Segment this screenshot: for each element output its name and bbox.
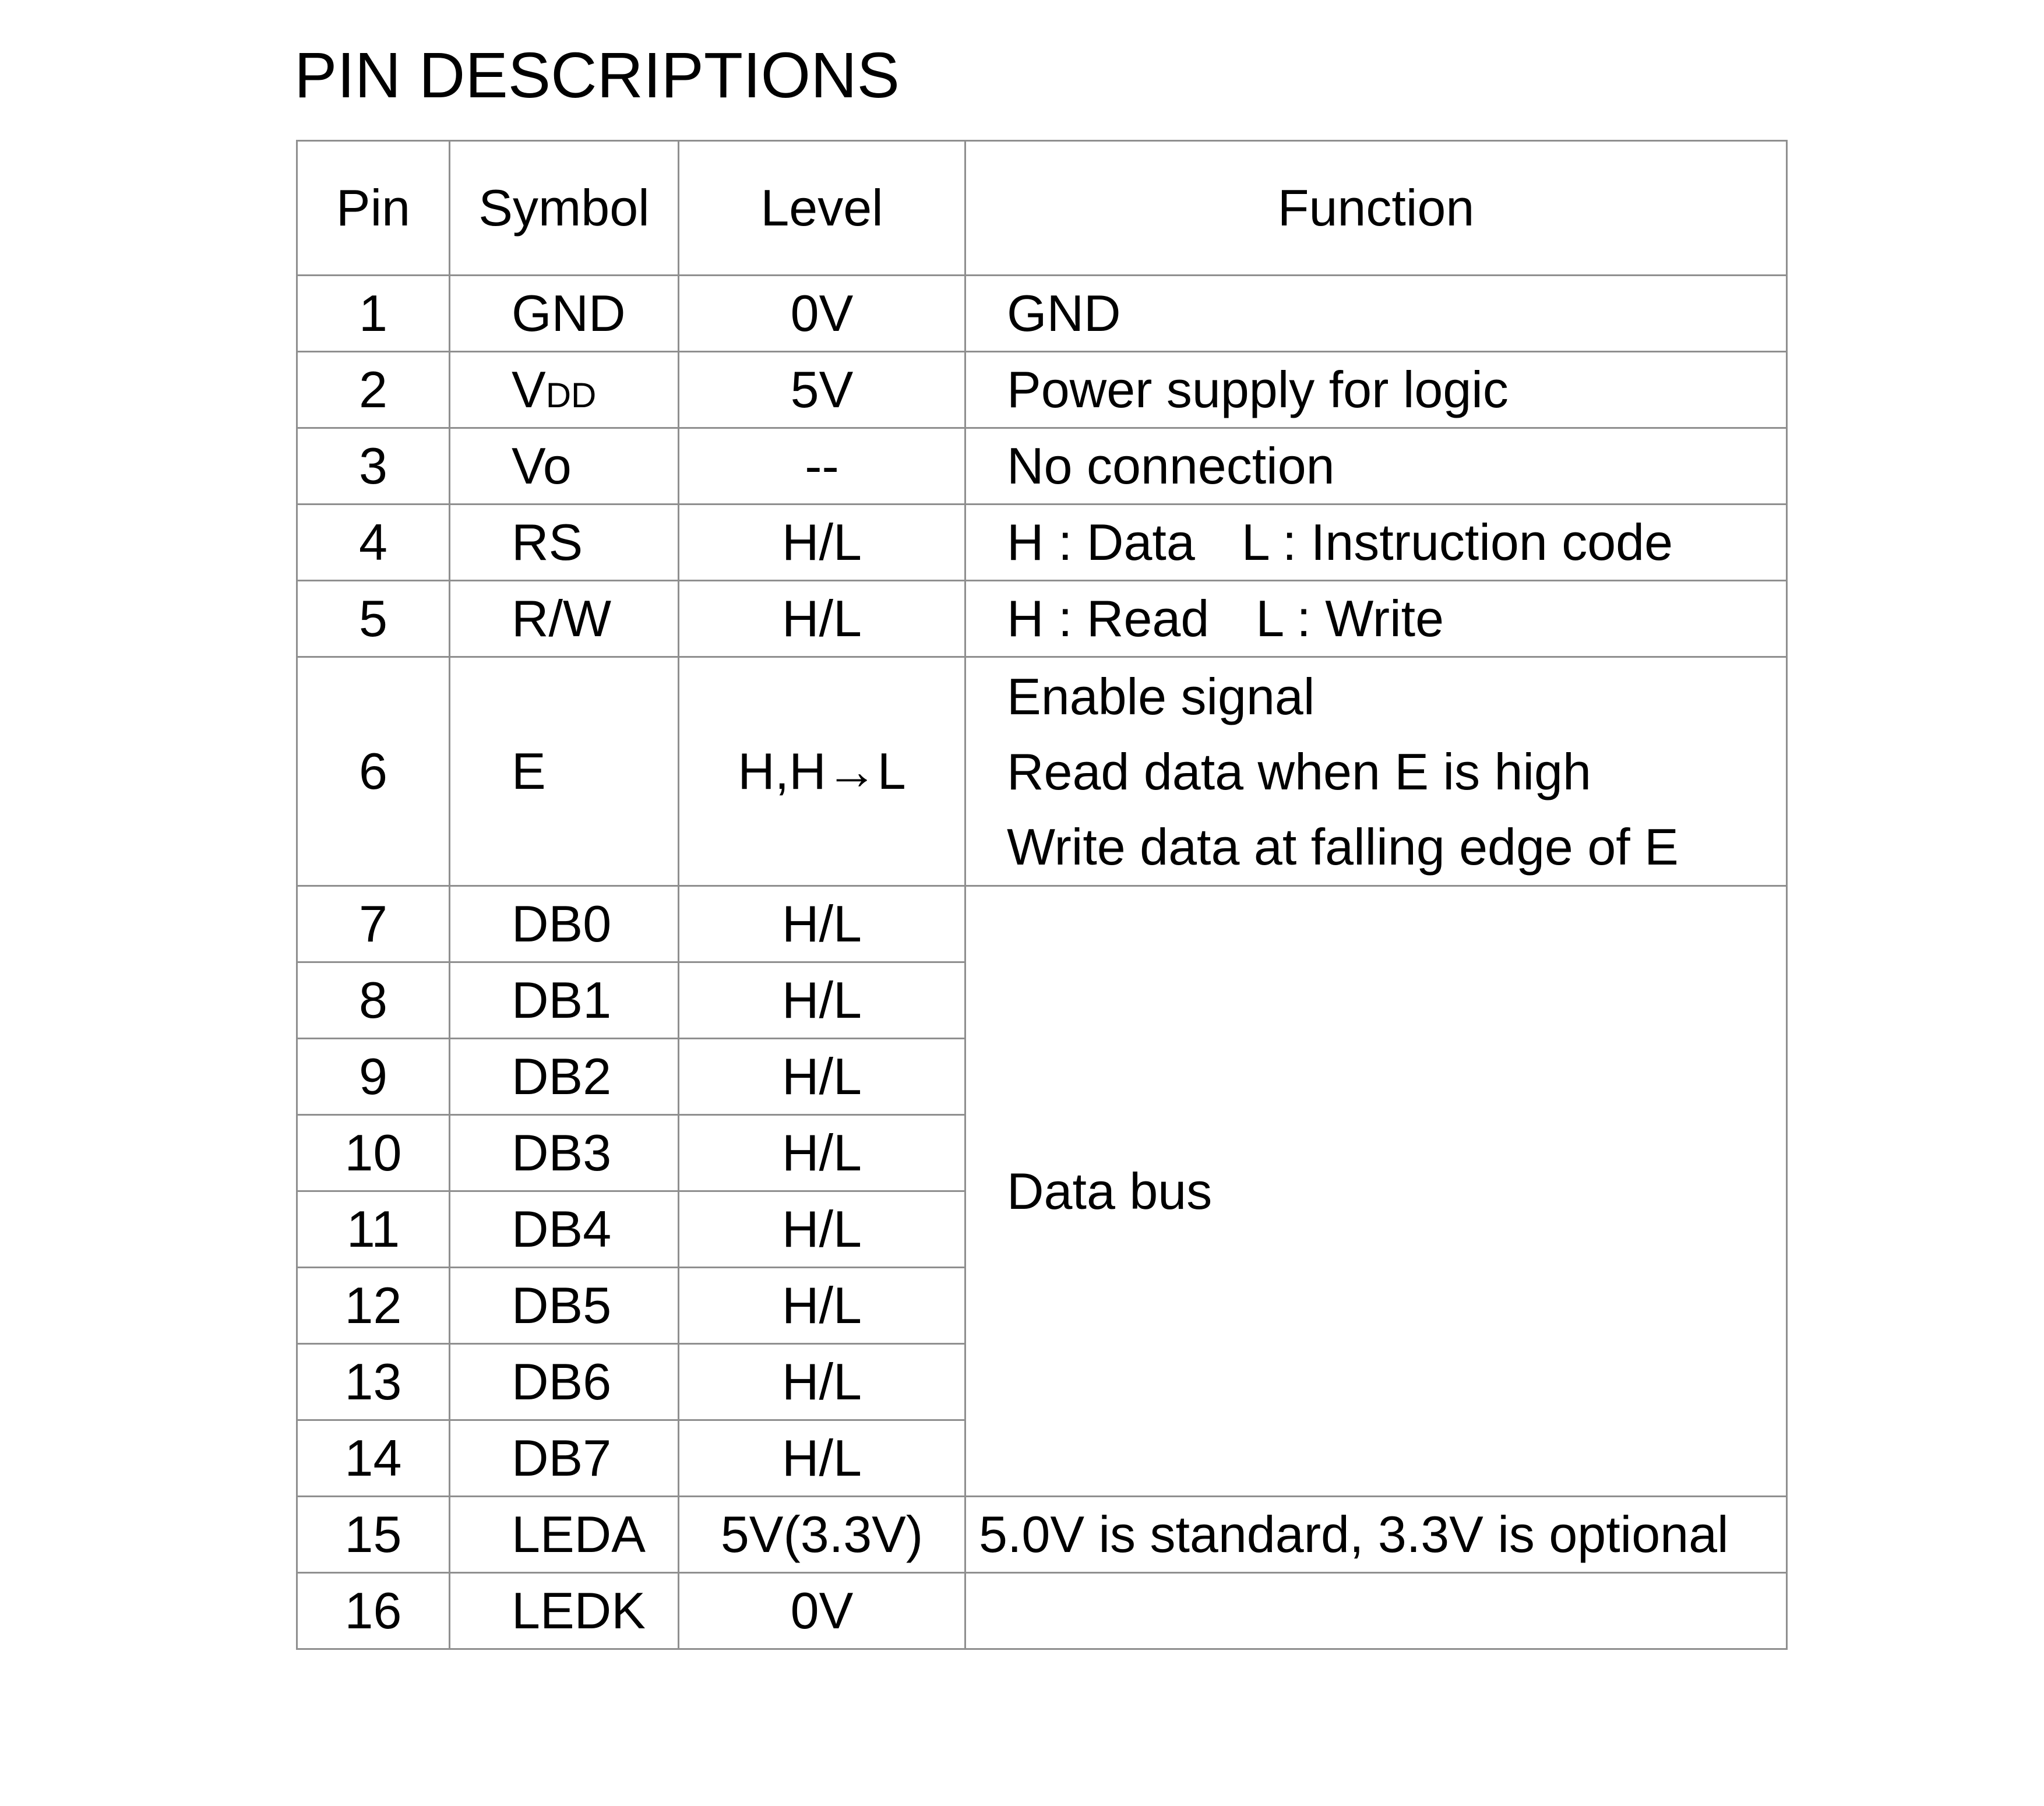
- pin-number: 16: [297, 1573, 450, 1649]
- table-row: [297, 657, 1787, 886]
- pin-number: 11: [297, 1191, 450, 1268]
- pin-number: 3: [297, 428, 450, 505]
- pin-symbol: E: [450, 657, 679, 886]
- pin-function-line: Read data when E is high: [1007, 742, 1591, 800]
- pin-number: 1: [297, 276, 450, 352]
- pin-symbol: LEDK: [450, 1573, 679, 1649]
- pin-symbol-main: V: [512, 361, 546, 418]
- pin-level: 5V(3.3V): [679, 1497, 965, 1573]
- pin-level: H/L: [679, 1268, 965, 1344]
- pin-level: H/L: [679, 1039, 965, 1115]
- pin-symbol: DB1: [450, 962, 679, 1039]
- pin-number: 4: [297, 505, 450, 581]
- pin-description-table: [296, 140, 1788, 1650]
- pin-symbol: RS: [450, 505, 679, 581]
- table-row: [297, 352, 1787, 428]
- pin-number: 14: [297, 1420, 450, 1497]
- pin-level: H/L: [679, 886, 965, 962]
- table-row: [297, 1573, 1787, 1649]
- pin-symbol: Vo: [450, 428, 679, 505]
- pin-number: 6: [297, 657, 450, 886]
- pin-level: 5V: [679, 352, 965, 428]
- column-header-function: Function: [965, 141, 1787, 276]
- pin-symbol: DB6: [450, 1344, 679, 1420]
- table-row: [297, 505, 1787, 581]
- pin-level: H/L: [679, 581, 965, 657]
- pin-number: 9: [297, 1039, 450, 1115]
- pin-level: H/L: [679, 1115, 965, 1191]
- pin-symbol: DB4: [450, 1191, 679, 1268]
- data-bus-function: Data bus: [965, 886, 1787, 1497]
- pin-function: [965, 581, 1787, 657]
- pin-symbol: LEDA: [450, 1497, 679, 1573]
- pin-function-low: L : Write: [1256, 590, 1444, 647]
- pin-function: 5.0V is standard, 3.3V is optional: [965, 1497, 1787, 1573]
- pin-number: 2: [297, 352, 450, 428]
- pin-number: 13: [297, 1344, 450, 1420]
- pin-level: H/L: [679, 505, 965, 581]
- page-title: PIN DESCRIPTIONS: [294, 40, 900, 111]
- table-row: [297, 581, 1787, 657]
- pin-symbol: DB0: [450, 886, 679, 962]
- table-header-row: [297, 141, 1787, 276]
- pin-function: [965, 1573, 1787, 1649]
- pin-symbol: [450, 352, 679, 428]
- pin-level: H/L: [679, 1420, 965, 1497]
- pin-function-line: Write data at falling edge of E: [1007, 817, 1679, 876]
- column-header-symbol: Symbol: [450, 141, 679, 276]
- pin-symbol: DB3: [450, 1115, 679, 1191]
- pin-level: --: [679, 428, 965, 505]
- pin-symbol: GND: [450, 276, 679, 352]
- pin-level: H/L: [679, 962, 965, 1039]
- pin-level: H/L: [679, 1191, 965, 1268]
- pin-symbol: DB7: [450, 1420, 679, 1497]
- column-header-pin: Pin: [297, 141, 450, 276]
- pin-level: H,H→L: [679, 657, 965, 886]
- pin-number: 15: [297, 1497, 450, 1573]
- pin-level: 0V: [679, 276, 965, 352]
- table-row: [297, 428, 1787, 505]
- pin-number: 10: [297, 1115, 450, 1191]
- column-header-level: Level: [679, 141, 965, 276]
- table-row: [297, 886, 1787, 962]
- pin-function: GND: [965, 276, 1787, 352]
- pin-function-low: L : Instruction code: [1241, 513, 1673, 571]
- pin-function: Power supply for logic: [965, 352, 1787, 428]
- table-row: [297, 1497, 1787, 1573]
- pin-level: H/L: [679, 1344, 965, 1420]
- pin-function-line: Enable signal: [1007, 667, 1315, 725]
- pin-level: 0V: [679, 1573, 965, 1649]
- pin-number: 7: [297, 886, 450, 962]
- pin-number: 12: [297, 1268, 450, 1344]
- pin-symbol: DB5: [450, 1268, 679, 1344]
- pin-function: [965, 505, 1787, 581]
- pin-function: No connection: [965, 428, 1787, 505]
- pin-symbol-subscript: DD: [545, 376, 597, 415]
- pin-number: 5: [297, 581, 450, 657]
- pin-function-high: H : Read: [1007, 590, 1210, 647]
- pin-number: 8: [297, 962, 450, 1039]
- pin-function-high: H : Data: [1007, 513, 1195, 571]
- pin-function: [965, 657, 1787, 886]
- table-row: [297, 276, 1787, 352]
- pin-symbol: R/W: [450, 581, 679, 657]
- pin-symbol: DB2: [450, 1039, 679, 1115]
